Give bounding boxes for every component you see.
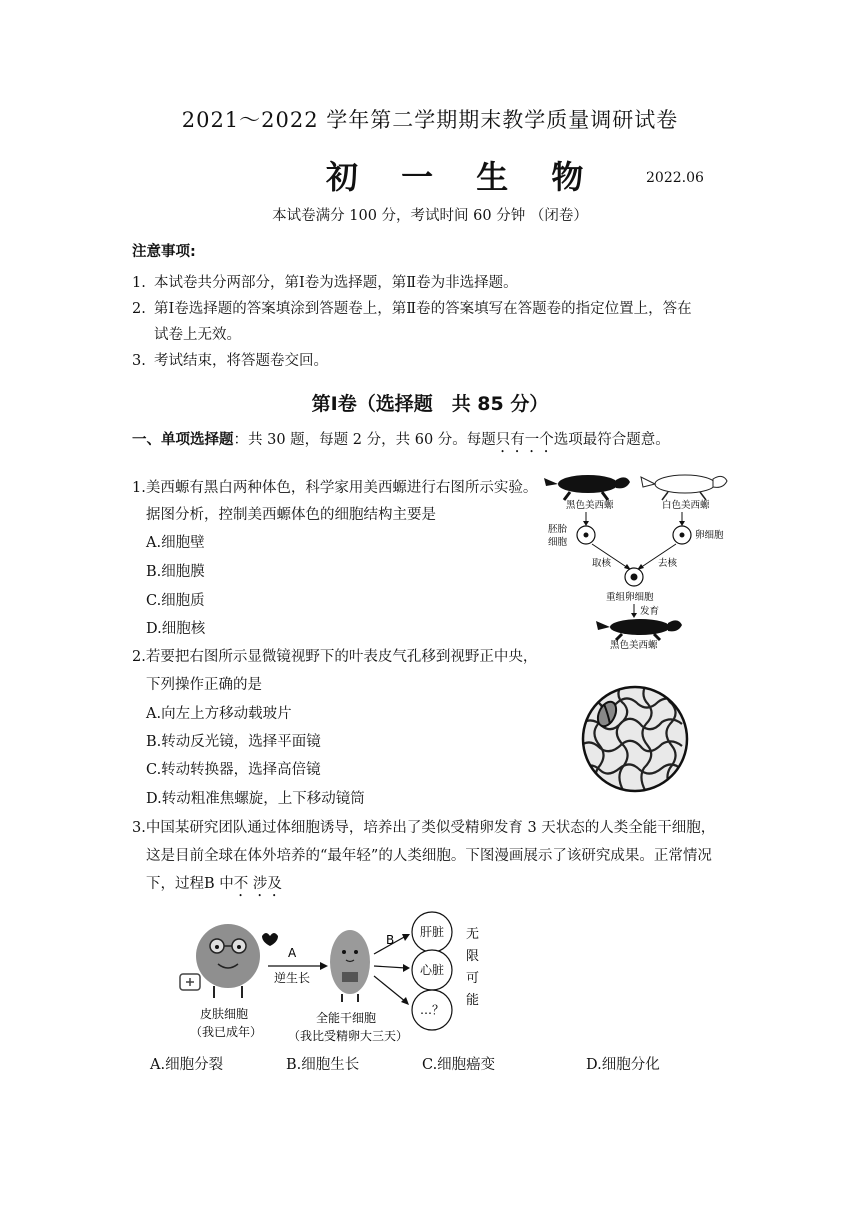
q3-stem-cont: 这是目前全球在体外培养的“最年轻”的人类细胞。下图漫画展示了该研究成果。正常情况 [146, 848, 712, 864]
q3-option-d: D.细胞分化 [586, 1057, 660, 1073]
embryo-label-2: 细胞 [548, 537, 568, 548]
result-black-axolotl-image [596, 619, 682, 640]
liver-label: 肝脏 [419, 925, 445, 939]
take-nucleus-label: 取核 [592, 558, 612, 569]
q2-option-c: C.转动转换器，选择高倍镜 [146, 762, 321, 778]
remove-nucleus-label: 去核 [658, 558, 678, 569]
subject-title: 初 一 生 物 [326, 158, 600, 196]
infinite-char: 能 [466, 993, 480, 1008]
skin-cell-note: （我已成年） [190, 1025, 263, 1039]
infinite-char: 限 [466, 949, 480, 964]
section-heading: 第Ⅰ卷（选择题 共 85 分） [311, 393, 549, 415]
notice-item: 3. 考试结束，将答题卷交回。 [132, 353, 328, 369]
microscope-field-of-view-image [580, 684, 690, 794]
infinite-char: 可 [466, 971, 480, 986]
q1-option-c: C.细胞质 [146, 593, 205, 609]
develop-label: 发育 [640, 606, 660, 617]
q3-option-a: A.细胞分裂 [150, 1057, 224, 1073]
q1-option-d: D.细胞核 [146, 621, 206, 637]
notice-item-cont: 试卷上无效。 [154, 327, 241, 343]
stem-cell-note: （我比受精卵大三天） [288, 1029, 409, 1043]
q2-option-a: A.向左上方移动载玻片 [146, 706, 292, 722]
black-axolotl-image [544, 475, 630, 500]
notice-item: 2. 第Ⅰ卷选择题的答案填涂到答题卷上，第Ⅱ卷的答案填写在答题卷的指定位置上，答在 [132, 301, 692, 317]
infinite-char: 无 [466, 927, 480, 942]
result-axolotl-label: 黑色美西螈 [610, 640, 658, 651]
stem-cell-character-image [330, 930, 370, 1002]
skin-cell-character-image [180, 924, 278, 998]
reverse-growth-label: 逆生长 [274, 971, 311, 985]
q1-option-a: A.细胞壁 [146, 535, 205, 551]
q2-option-b: B.转动反光镜，选择平面镜 [146, 734, 321, 750]
black-axolotl-label: 黑色美西螈 [566, 500, 614, 511]
notice-heading: 注意事项: [132, 244, 196, 260]
notice-item: 1. 本试卷共分两部分，第Ⅰ卷为选择题，第Ⅱ卷为非选择题。 [132, 275, 518, 291]
white-axolotl-label: 白色美西螈 [662, 500, 710, 511]
embryo-label: 胚胎 [548, 524, 568, 535]
q1-option-b: B.细胞膜 [146, 564, 205, 580]
exam-info: 本试卷满分 100 分，考试时间 60 分钟 （闭卷） [272, 208, 588, 224]
q3-stem-cont2: 下，过程B 中不 涉及 [146, 876, 282, 892]
exam-date: 2022.06 [646, 170, 704, 186]
white-axolotl-image [641, 475, 727, 500]
q3-stem: 3.中国某研究团队通过体细胞诱导，培养出了类似受精卵发育 3 天状态的人类全能干细胞， [132, 820, 716, 836]
arrow-a-label: A [288, 946, 297, 960]
q1-stem: 1.美西螈有黑白两种体色，科学家用美西螈进行右图所示实验。 [132, 480, 538, 496]
heart-label: 心脏 [419, 963, 445, 977]
unknown-label: …？ [419, 1003, 445, 1017]
axolotl-experiment-diagram [540, 464, 740, 654]
arrow-b-label: B [386, 933, 395, 947]
q3-option-b: B.细胞生长 [286, 1057, 360, 1073]
recombined-cell-label: 重组卵细胞 [606, 592, 654, 603]
q2-stem-cont: 下列操作正确的是 [146, 677, 262, 693]
skin-cell-label: 皮肤细胞 [200, 1007, 249, 1021]
exam-title: 2021～2022 学年第二学期期末教学质量调研试卷 [181, 108, 679, 132]
q3-option-c: C.细胞癌变 [422, 1057, 496, 1073]
part-heading: 一、单项选择题：共 30 题，每题 2 分，共 60 分。每题只有一个选项最符合题意。 [132, 432, 670, 448]
q2-stem: 2.若要把右图所示显微镜视野下的叶表皮气孔移到视野正中央， [132, 649, 538, 665]
q1-stem-cont: 据图分析，控制美西螈体色的细胞结构主要是 [146, 507, 436, 523]
q2-option-d: D.转动粗准焦螺旋，上下移动镜筒 [146, 791, 365, 807]
egg-cell-label: 卵细胞 [695, 530, 724, 541]
stem-cell-cartoon [170, 910, 500, 1048]
stem-cell-label: 全能干细胞 [316, 1011, 377, 1025]
